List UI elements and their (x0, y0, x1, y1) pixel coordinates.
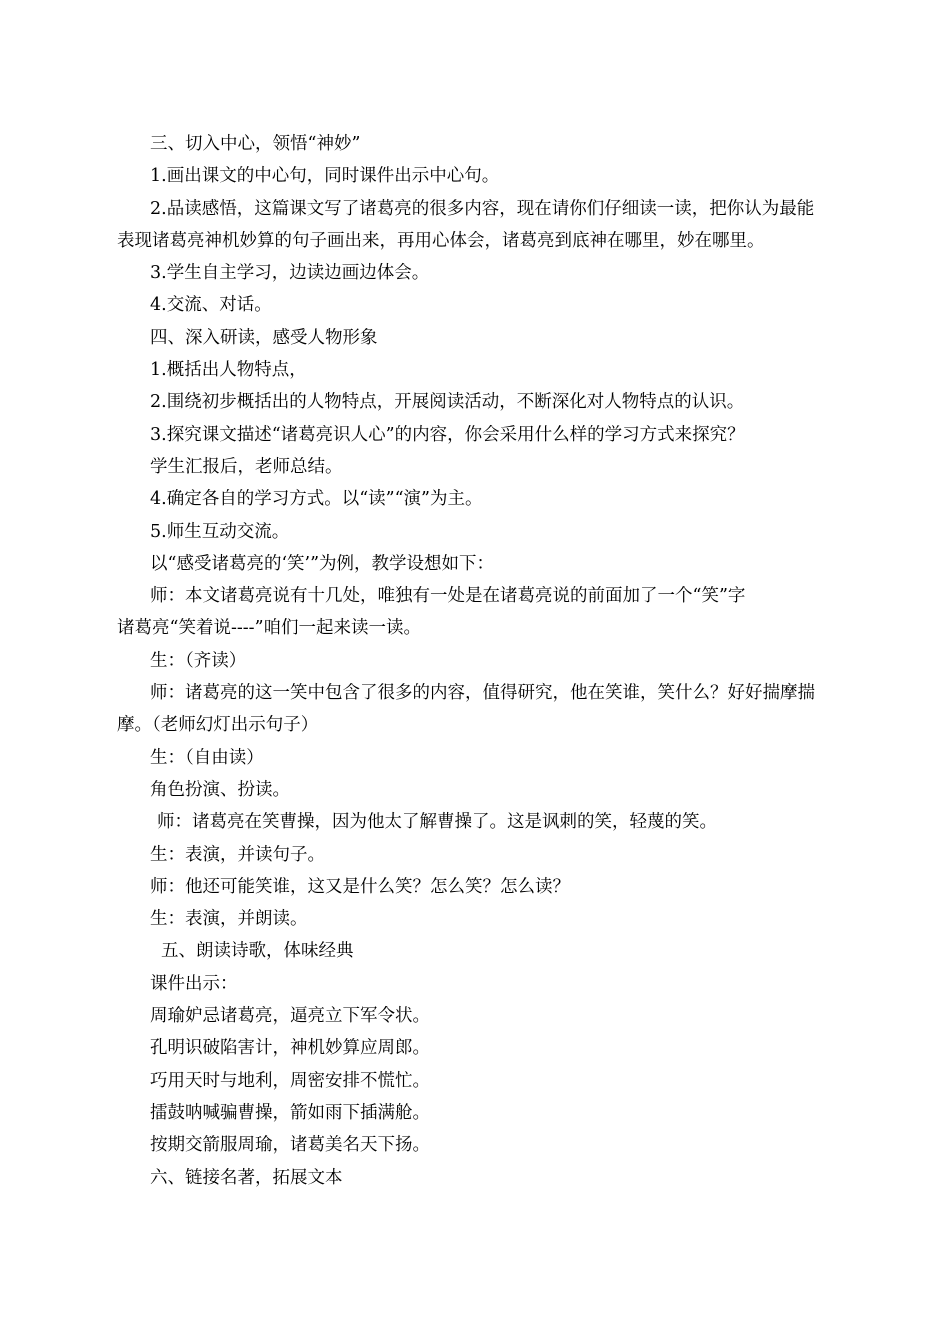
paragraph: 3.学生自主学习，边读边画边体会。 (150, 263, 430, 284)
section-heading-3: 三、切入中心，领悟“神妙” (150, 134, 361, 154)
document-body (117, 128, 817, 1194)
paragraph: 师：他还可能笑谁，这又是什么笑？怎么笑？怎么读？ (150, 876, 570, 897)
section-heading-6: 六、链接名著，拓展文本 (150, 1167, 343, 1188)
paragraph: 角色扮演、扮读。 (150, 779, 290, 800)
poem-line: 按期交箭服周瑜，诸葛美名天下扬。 (150, 1135, 430, 1156)
paragraph: 课件出示： (150, 973, 238, 994)
poem-line: 周瑜妒忌诸葛亮，逼亮立下军令状。 (150, 1006, 430, 1027)
paragraph: 生：表演，并读句子。 (150, 844, 325, 865)
poem-line: 擂鼓呐喊骗曹操，箭如雨下插满舱。 (150, 1102, 430, 1123)
section-heading-4: 四、深入研读，感受人物形象 (150, 327, 378, 348)
paragraph: 5.师生互动交流。 (150, 521, 290, 542)
paragraph: 师：本文诸葛亮说有十几处，唯独有一处是在诸葛亮说的前面加了一个“笑”字 (150, 586, 746, 607)
paragraph: 师：诸葛亮在笑曹操，因为他太了解曹操了。这是讽刺的笑，轻蔑的笑。 (157, 812, 717, 833)
poem-line: 巧用天时与地利，周密安排不慌忙。 (150, 1070, 430, 1091)
paragraph: 学生汇报后，老师总结。 (150, 456, 343, 477)
paragraph: 师：诸葛亮的这一笑中包含了很多的内容，值得研究，他在笑谁，笑什么？好好揣摩揣摩。（老师幻灯出示句子） (117, 683, 815, 736)
paragraph: 生：（齐读） (150, 650, 247, 671)
paragraph: 生：表演，并朗读。 (150, 909, 308, 930)
section-heading-5: 五、朗读诗歌，体味经典 (161, 941, 354, 962)
paragraph: 3.探究课文描述“诸葛亮识人心”的内容，你会采用什么样的学习方式来探究？ (150, 424, 745, 445)
paragraph: 2.品读感悟，这篇课文写了诸葛亮的很多内容，现在请你们仔细读一读，把你认为最能表现诸葛亮神机妙算的句子画出来，再用心体会，诸葛亮到底神在哪里，妙在哪里。 (117, 198, 815, 251)
paragraph: 4.确定各自的学习方式。以“读”“演”为主。 (150, 489, 483, 510)
paragraph: 诸葛亮“笑着说----”咱们一起来读一读。 (117, 618, 422, 639)
paragraph: 1.概括出人物特点， (150, 360, 307, 381)
paragraph: 2.围绕初步概括出的人物特点，开展阅读活动，不断深化对人物特点的认识。 (150, 392, 745, 413)
poem-line: 孔明识破陷害计，神机妙算应周郎。 (150, 1038, 430, 1059)
paragraph: 生：（自由读） (150, 747, 264, 768)
paragraph: 4.交流、对话。 (150, 295, 272, 316)
paragraph: 以“感受诸葛亮的‘笑’”为例，教学设想如下： (150, 553, 495, 574)
paragraph: 1.画出课文的中心句，同时课件出示中心句。 (150, 166, 500, 187)
